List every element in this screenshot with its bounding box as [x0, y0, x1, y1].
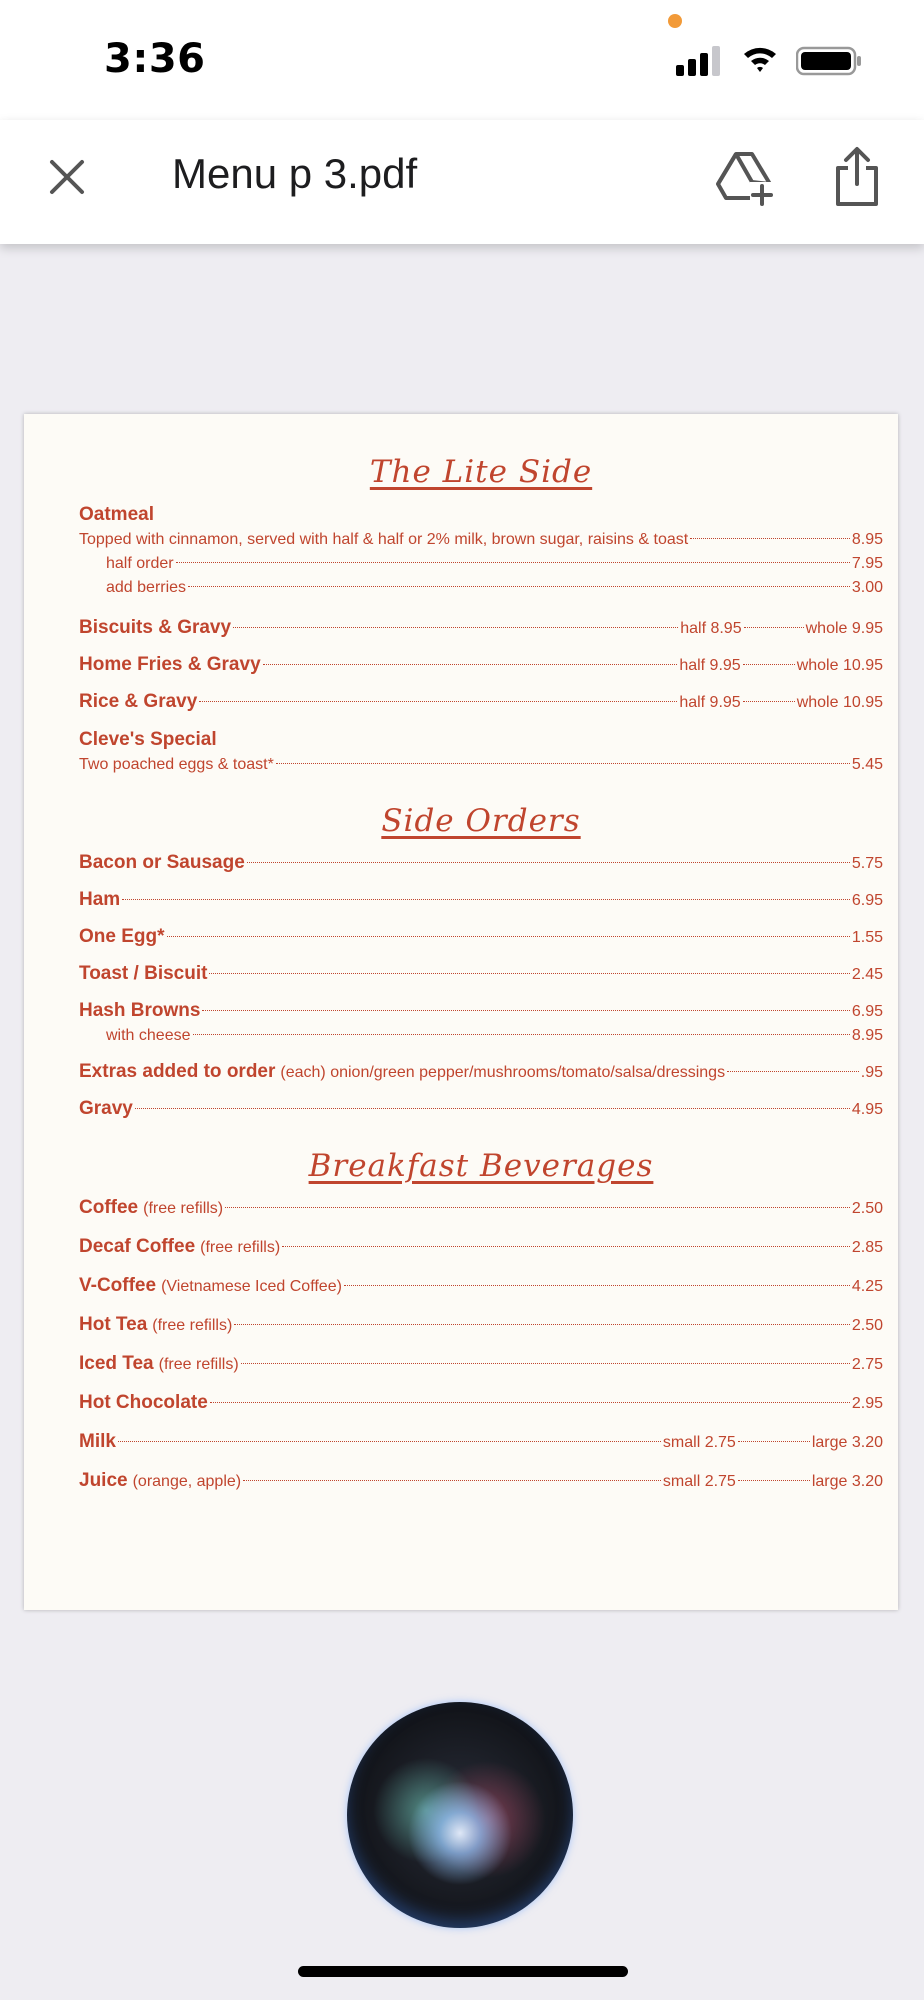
item-name: Coffee	[79, 1197, 139, 1218]
close-icon[interactable]	[44, 154, 90, 200]
share-icon[interactable]	[832, 146, 882, 208]
menu-row	[79, 1313, 883, 1338]
menu-row	[79, 1430, 883, 1455]
dot-leader	[743, 701, 795, 702]
dot-leader	[176, 562, 850, 563]
item-name: One Egg*	[79, 926, 165, 947]
dot-leader	[118, 1441, 661, 1442]
cellular-signal-icon	[676, 46, 722, 76]
item-price: .95	[860, 1064, 883, 1081]
item-name: Home Fries & Gravy	[79, 654, 261, 675]
item-oatmeal: Oatmeal	[79, 504, 154, 525]
item-name: Gravy	[79, 1098, 133, 1119]
item-price-half: half 9.95	[679, 694, 741, 711]
item-name: V-Coffee	[79, 1275, 157, 1296]
item-price: 4.25	[851, 1278, 883, 1295]
item-note: (free refills)	[200, 1239, 281, 1256]
item-price-small: small 2.75	[662, 1434, 736, 1451]
add-to-drive-icon[interactable]	[716, 148, 774, 206]
item-name: Decaf Coffee	[79, 1236, 196, 1257]
item-price-large: large 3.20	[811, 1473, 883, 1490]
menu-row	[79, 1469, 883, 1494]
item-note: (orange, apple)	[132, 1473, 242, 1490]
item-price: 6.95	[851, 892, 883, 909]
item-cleves-special: Cleve's Special	[79, 729, 217, 750]
item-price-whole: whole 10.95	[796, 694, 883, 711]
item-name: Bacon or Sausage	[79, 852, 245, 873]
dot-leader	[135, 1108, 850, 1109]
item-note: (each) onion/green pepper/mushrooms/tomato/salsa/dressings	[280, 1064, 726, 1081]
menu-row	[79, 962, 883, 987]
item-name: Biscuits & Gravy	[79, 617, 232, 638]
menu-content	[79, 454, 883, 1494]
item-note: (free refills)	[152, 1317, 233, 1334]
section-title-lite-side: The Lite Side	[369, 454, 593, 490]
item-name: Hot Tea	[79, 1314, 148, 1335]
mic-indicator-icon	[668, 14, 682, 28]
item-name: Toast / Biscuit	[79, 963, 208, 984]
item-price-whole: whole 10.95	[796, 657, 883, 674]
item-note: (free refills)	[158, 1356, 239, 1373]
item-price: 7.95	[851, 555, 883, 572]
item-price: 3.00	[851, 579, 883, 596]
menu-row	[79, 1196, 883, 1221]
item-description: half order	[106, 555, 174, 572]
section-title-side-orders: Side Orders	[381, 803, 581, 839]
menu-row	[79, 888, 883, 913]
item-price: 1.55	[851, 929, 883, 946]
dot-leader	[247, 862, 850, 863]
item-price-small: small 2.75	[662, 1473, 736, 1490]
menu-row	[79, 1391, 883, 1416]
wifi-icon	[742, 44, 778, 74]
dot-leader	[188, 586, 850, 587]
item-price: 2.50	[851, 1317, 883, 1334]
dot-leader	[199, 701, 677, 702]
menu-row	[79, 925, 883, 950]
menu-row	[79, 1352, 883, 1377]
dot-leader	[122, 899, 850, 900]
item-price: 5.75	[851, 855, 883, 872]
item-name: Ham	[79, 889, 121, 910]
menu-row	[79, 999, 883, 1024]
home-indicator[interactable]	[298, 1966, 628, 1977]
dot-leader	[727, 1071, 859, 1072]
item-price: 2.50	[851, 1200, 883, 1217]
item-price: 2.45	[851, 966, 883, 983]
dot-leader	[744, 627, 804, 628]
pdf-page[interactable]	[24, 414, 898, 1610]
dot-leader	[344, 1285, 850, 1286]
item-description: Two poached eggs & toast*	[79, 756, 274, 773]
dot-leader	[202, 1010, 849, 1011]
item-price-half: half 9.95	[679, 657, 741, 674]
item-name: Milk	[79, 1431, 116, 1452]
menu-row	[79, 1235, 883, 1260]
item-name: Extras added to order	[79, 1061, 276, 1082]
menu-row	[79, 753, 883, 777]
menu-row	[79, 528, 883, 552]
item-price: 2.85	[851, 1239, 883, 1256]
item-price: 8.95	[851, 1027, 883, 1044]
battery-icon	[796, 46, 862, 76]
item-description: Topped with cinnamon, served with half & half or 2% milk, brown sugar, raisins & toast	[79, 531, 689, 548]
dot-leader	[263, 664, 678, 665]
item-price: 4.95	[851, 1101, 883, 1118]
side-orders-list	[79, 851, 883, 1024]
menu-row	[79, 1274, 883, 1299]
item-price-half: half 8.95	[680, 620, 742, 637]
menu-row	[79, 690, 883, 715]
item-price-large: large 3.20	[811, 1434, 883, 1451]
dot-leader	[209, 973, 849, 974]
menu-row	[79, 653, 883, 678]
dot-leader	[276, 763, 850, 764]
dot-leader	[738, 1480, 810, 1481]
item-name: Iced Tea	[79, 1353, 154, 1374]
item-note: (Vietnamese Iced Coffee)	[161, 1278, 342, 1295]
item-name: Juice	[79, 1470, 128, 1491]
menu-row	[79, 1097, 883, 1122]
document-toolbar	[0, 120, 924, 244]
item-description: add berries	[106, 579, 187, 596]
dot-leader	[743, 664, 795, 665]
menu-row	[79, 1024, 883, 1048]
item-name: Hot Chocolate	[79, 1392, 208, 1413]
menu-row	[79, 576, 883, 600]
menu-row	[79, 552, 883, 576]
siri-orb-icon[interactable]	[347, 1702, 573, 1928]
item-name: Rice & Gravy	[79, 691, 198, 712]
item-description: with cheese	[106, 1027, 191, 1044]
document-title: Menu p 3.pdf	[172, 150, 418, 197]
dot-leader	[241, 1363, 850, 1364]
dot-leader	[738, 1441, 810, 1442]
dot-leader	[193, 1034, 850, 1035]
item-price: 5.45	[851, 756, 883, 773]
item-price: 8.95	[851, 531, 883, 548]
menu-row	[79, 851, 883, 876]
dot-leader	[210, 1402, 850, 1403]
status-bar	[0, 0, 924, 120]
dot-leader	[167, 936, 850, 937]
dot-leader	[225, 1207, 850, 1208]
menu-row	[79, 616, 883, 641]
item-price-whole: whole 9.95	[805, 620, 883, 637]
menu-row	[79, 1060, 883, 1085]
dot-leader	[282, 1246, 850, 1247]
dot-leader	[243, 1480, 661, 1481]
item-price: 2.75	[851, 1356, 883, 1373]
status-time: 3:36	[104, 36, 206, 82]
item-price: 6.95	[851, 1003, 883, 1020]
item-note: (free refills)	[143, 1200, 224, 1217]
beverages-list	[79, 1196, 883, 1430]
section-title-beverages: Breakfast Beverages	[308, 1148, 654, 1184]
dot-leader	[233, 627, 678, 628]
item-price: 2.95	[851, 1395, 883, 1412]
item-name: Hash Browns	[79, 1000, 201, 1021]
dot-leader	[234, 1324, 850, 1325]
dot-leader	[690, 538, 850, 539]
